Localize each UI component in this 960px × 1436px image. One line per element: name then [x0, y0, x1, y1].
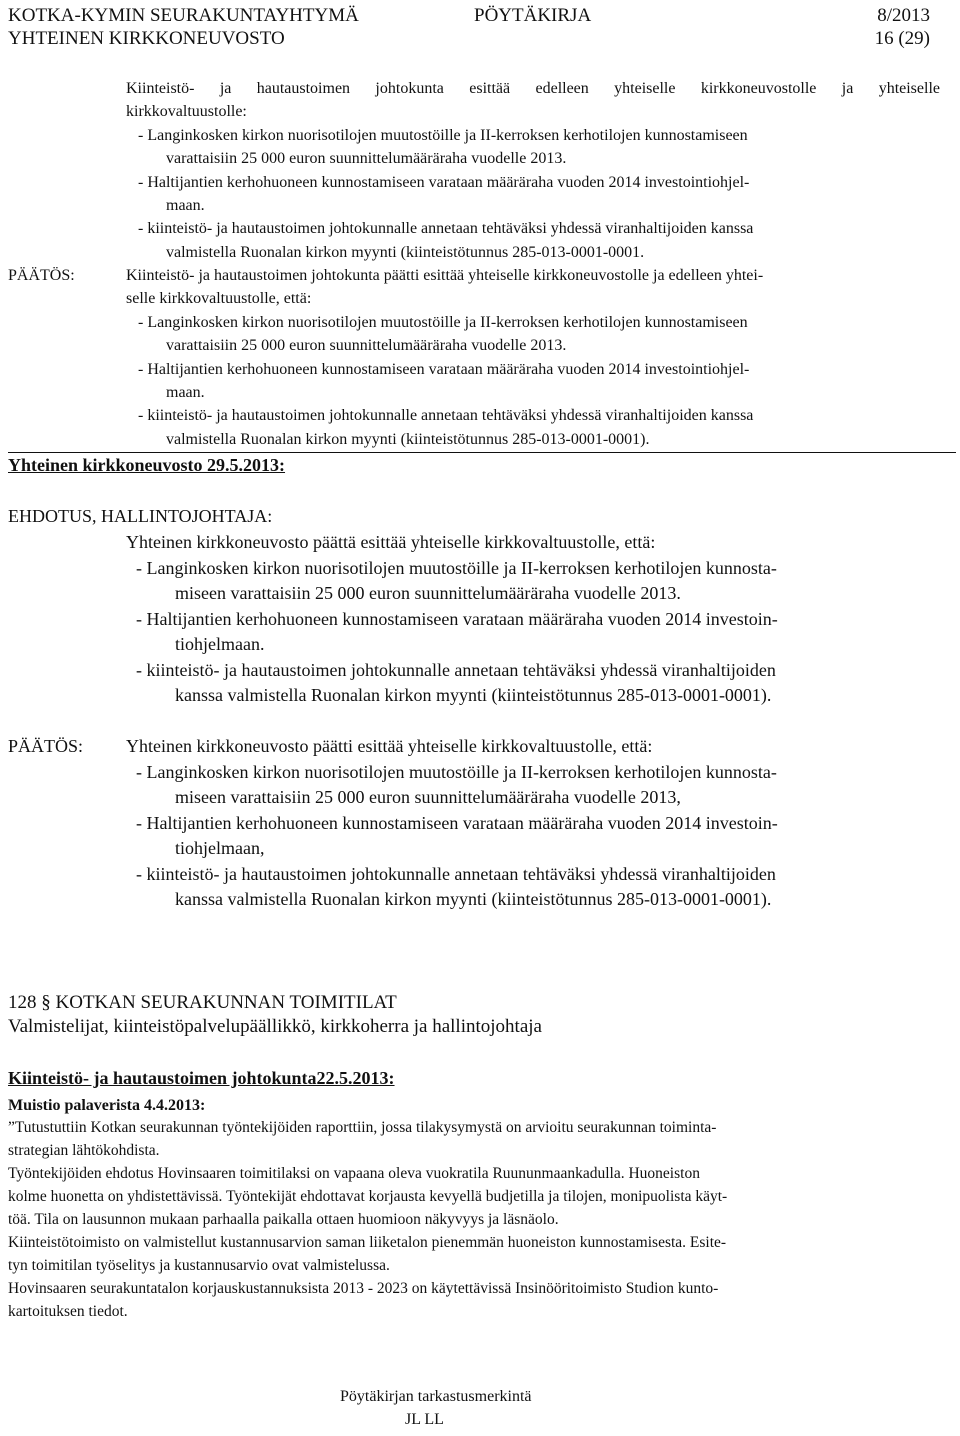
- footer-initials: JL LL: [405, 1411, 444, 1428]
- organization-name: KOTKA-KYMIN SEURAKUNTAYHTYMÄ: [8, 5, 359, 26]
- section-title: 128 § KOTKAN SEURAKUNNAN TOIMITILAT: [8, 992, 397, 1013]
- memo-heading: Muistio palaverista 4.4.2013:: [8, 1097, 206, 1114]
- meeting-heading: Yhteinen kirkkoneuvosto 29.5.2013:: [8, 455, 286, 475]
- proposal-line: maan.: [166, 197, 205, 215]
- memo-line: ”Tutustuttiin Kotkan seurakunnan työntekijöiden raporttiin, jossa tilakysymystä on arvioitu seurakunnan toiminta-: [8, 1119, 717, 1136]
- decision-line: varattaisiin 25 000 euron suunnittelumääräraha vuodelle 2013.: [166, 337, 567, 355]
- proposal-line: - kiinteistö- ja hautaustoimen johtokunnalle annetaan tehtäväksi yhdessä viranhaltijoiden kanssa: [138, 220, 754, 238]
- proposal-label: EHDOTUS, HALLINTOJOHTAJA:: [8, 506, 273, 526]
- meeting-number: 8/2013: [877, 5, 930, 26]
- section-preparers: Valmistelijat, kiinteistöpalvelupäällikkö, kirkkoherra ja hallintojohtaja: [8, 1016, 542, 1037]
- board-proposal: [126, 77, 940, 264]
- memo-line: kartoituksen tiedot.: [8, 1303, 128, 1320]
- proposal-line: - Haltijantien kerhohuoneen kunnostamiseen varataan määräraha vuoden 2014 investoin-: [136, 608, 778, 629]
- decision-label: PÄÄTÖS:: [8, 267, 75, 284]
- decision-line: kanssa valmistella Ruonalan kirkon myynti (kiinteistötunnus 285-013-0001-0001).: [175, 889, 772, 909]
- proposal-line: Kiinteistö- ja hautaustoimen johtokunta esittää edelleen yhteiselle kirkkoneuvostolle ja yhteiselle: [126, 80, 940, 97]
- document-type: PÖYTÄKIRJA: [474, 5, 592, 26]
- council-decision: [126, 734, 940, 913]
- proposal-line: kirkkovaltuustolle:: [126, 103, 247, 121]
- board-meeting-heading: Kiinteistö- ja hautaustoimen johtokunta22.5.2013:: [8, 1068, 395, 1088]
- memo-line: tyn toimitilan työselitys ja kustannusarvio ovat valmistelussa.: [8, 1257, 390, 1274]
- proposal-line: kanssa valmistella Ruonalan kirkon myynti (kiinteistötunnus 285-013-0001-0001).: [175, 685, 772, 705]
- decision-line: selle kirkkovaltuustolle, että:: [126, 290, 312, 308]
- memo-body: [8, 1116, 940, 1323]
- proposal-line: Yhteinen kirkkoneuvosto päättä esittää yhteiselle kirkkovaltuustolle, että:: [126, 532, 656, 552]
- decision-line: - Haltijantien kerhohuoneen kunnostamiseen varataan määräraha vuoden 2014 investointiohjel-: [138, 360, 750, 378]
- decision-line: maan.: [166, 384, 205, 402]
- decision-line: tiohjelmaan,: [175, 838, 265, 858]
- proposal-line: varattaisiin 25 000 euron suunnittelumääräraha vuodelle 2013.: [166, 150, 567, 168]
- memo-line: Hovinsaaren seurakuntatalon korjauskustannuksista 2013 - 2023 on käytettävissä Insinööritoimisto Studion kunto-: [8, 1280, 719, 1297]
- governing-body: YHTEINEN KIRKKONEUVOSTO: [8, 28, 285, 49]
- memo-line: Työntekijöiden ehdotus Hovinsaaren toimitilaksi on vapaana oleva vuokratila Ruununmaankadulla. Huoneiston: [8, 1165, 700, 1182]
- footer-check-label: Pöytäkirjan tarkastusmerkintä: [340, 1388, 532, 1405]
- page-number: 16 (29): [874, 28, 930, 49]
- proposal-line: tiohjelmaan.: [175, 634, 265, 654]
- decision-line: - Langinkosken kirkon nuorisotilojen muutostöille ja II-kerroksen kerhotilojen kunnosta-: [136, 761, 777, 782]
- decision-line: - kiinteistö- ja hautaustoimen johtokunnalle annetaan tehtäväksi yhdessä viranhaltijoiden kanssa: [138, 407, 754, 425]
- proposal-line: miseen varattaisiin 25 000 euron suunnittelumääräraha vuodelle 2013.: [175, 583, 681, 603]
- decision-line: Kiinteistö- ja hautaustoimen johtokunta päätti esittää yhteiselle kirkkoneuvostolle ja edelleen yhtei-: [126, 267, 764, 284]
- decision-label: PÄÄTÖS:: [8, 736, 84, 756]
- proposal-line: valmistella Ruonalan kirkon myynti (kiinteistötunnus 285-013-0001-0001.: [166, 243, 645, 261]
- decision-line: miseen varattaisiin 25 000 euron suunnittelumääräraha vuodelle 2013,: [175, 787, 681, 807]
- decision-line: - Langinkosken kirkon nuorisotilojen muutostöille ja II-kerroksen kerhotilojen kunnostamiseen: [138, 313, 748, 331]
- board-decision: [126, 264, 940, 451]
- memo-line: strategian lähtökohdista.: [8, 1142, 160, 1159]
- memo-line: Kiinteistötoimisto on valmistellut kustannusarvion saman liiketalon pienemmän huoneiston kunnostamisesta. Esite-: [8, 1234, 727, 1251]
- proposal-line: - Haltijantien kerhohuoneen kunnostamiseen varataan määräraha vuoden 2014 investointiohjel-: [138, 173, 750, 191]
- decision-line: - kiinteistö- ja hautaustoimen johtokunnalle annetaan tehtäväksi yhdessä viranhaltijoiden: [136, 863, 776, 884]
- proposal-line: - Langinkosken kirkon nuorisotilojen muutostöille ja II-kerroksen kerhotilojen kunnosta-: [136, 557, 777, 578]
- decision-line: valmistella Ruonalan kirkon myynti (kiinteistötunnus 285-013-0001-0001).: [166, 430, 650, 448]
- memo-line: töä. Tila on lausunnon mukaan parhaalla paikalla ottaen huomioon näkyvyys ja läsnäolo.: [8, 1211, 559, 1228]
- decision-line: - Haltijantien kerhohuoneen kunnostamiseen varataan määräraha vuoden 2014 investoin-: [136, 812, 778, 833]
- administrator-proposal: [126, 530, 940, 709]
- memo-line: kolme huonetta on yhdistettävissä. Työntekijät ehdottavat korjausta kevyellä budjetilla ja tilojen, monipuolista käyt-: [8, 1188, 728, 1205]
- decision-line: Yhteinen kirkkoneuvosto päätti esittää yhteiselle kirkkovaltuustolle, että:: [126, 736, 653, 756]
- proposal-line: - Langinkosken kirkon nuorisotilojen muutostöille ja II-kerroksen kerhotilojen kunnostamiseen: [138, 126, 748, 144]
- proposal-line: - kiinteistö- ja hautaustoimen johtokunnalle annetaan tehtäväksi yhdessä viranhaltijoiden: [136, 659, 776, 680]
